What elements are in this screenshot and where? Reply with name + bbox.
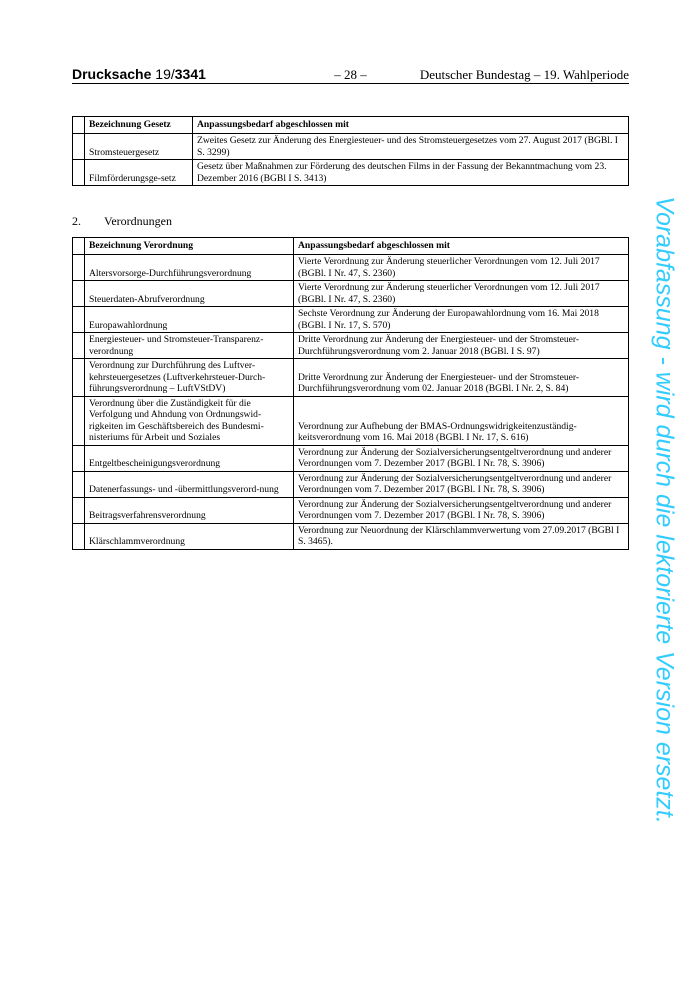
regulation-ref: Sechste Verordnung zur Änderung der Europawahlordnung vom 16. Mai 2018 (BGBl. I Nr. 17, S. 570): [294, 307, 629, 333]
regulation-name: Verordnung zur Durchführung des Luftver-kehrsteuergesetzes (Luftverkehrsteuer-Durch-führungsverordnung – LuftVStDV): [85, 359, 294, 397]
law-ref: Gesetz über Maßnahmen zur Förderung des deutschen Films in der Fassung der Bekanntmachung vom 23. Dezember 2016 (BGBl I S. 3413): [193, 160, 629, 186]
doc-number-main: 3341: [174, 66, 206, 82]
draft-watermark-text: Vorabfassung - wird durch die lektorierte Version ersetzt.: [650, 196, 679, 824]
header-rule: [72, 83, 629, 84]
regulation-ref: Verordnung zur Änderung der Sozialversicherungsentgeltverordnung und anderer Verordnungen vom 7. Dezember 2017 (BGBl. I Nr. 78, S. 3906): [294, 471, 629, 497]
regulation-name: Steuerdaten-Abrufverordnung: [85, 281, 294, 307]
section-number: 2.: [72, 214, 81, 228]
table-row: [73, 359, 629, 397]
section-heading: [72, 214, 172, 229]
regulation-name: Europawahlordnung: [85, 307, 294, 333]
blank-header-cell: [73, 117, 85, 134]
table-row: [73, 497, 629, 523]
page-header: [72, 66, 629, 84]
table-row: [73, 523, 629, 549]
draft-watermark: [634, 110, 694, 910]
header-ref: Anpassungsbedarf abgeschlossen mit: [294, 238, 629, 255]
doc-label: Drucksache: [72, 66, 152, 82]
page-number: – 28 –: [334, 67, 367, 82]
table-row: [73, 160, 629, 186]
doc-number-prefix: 19/: [155, 66, 175, 82]
regulation-ref: Verordnung zur Neuordnung der Klärschlammverwertung vom 27.09.2017 (BGBl I S. 3465).: [294, 523, 629, 549]
regulation-ref: Verordnung zur Aufhebung der BMAS-Ordnungswidrigkeitenzuständig-keitsverordnung vom 16. Mai 2018 (BGBl. I Nr. 17, S. 616): [294, 396, 629, 445]
table-row: [73, 255, 629, 281]
table-row: [73, 471, 629, 497]
regulation-name: Altersvorsorge-Durchführungsverordnung: [85, 255, 294, 281]
table-header-row: [73, 117, 629, 134]
publisher: Deutscher Bundestag – 19. Wahlperiode: [419, 67, 629, 82]
law-name: Stromsteuergesetz: [85, 134, 193, 160]
regulation-ref: Vierte Verordnung zur Änderung steuerlicher Verordnungen vom 12. Juli 2017 (BGBl. I Nr. 47, S. 2360): [294, 281, 629, 307]
law-ref: Zweites Gesetz zur Änderung des Energiesteuer- und des Stromsteuergesetzes vom 27. August 2017 (BGBl. I S. 3299): [193, 134, 629, 160]
regulation-ref: Dritte Verordnung zur Änderung der Energiesteuer- und der Stromsteuer-Durchführungsverordnung vom 2. Januar 2018 (BGBl. I S. 97): [294, 333, 629, 359]
table-row: [73, 307, 629, 333]
regulation-ref: Vierte Verordnung zur Änderung steuerlicher Verordnungen vom 12. Juli 2017 (BGBl. I Nr. 47, S. 2360): [294, 255, 629, 281]
regulations-table: [72, 237, 629, 550]
header-name: Bezeichnung Gesetz: [85, 117, 193, 134]
header-name: Bezeichnung Verordnung: [85, 238, 294, 255]
regulation-name: Entgeltbescheinigungsverordnung: [85, 445, 294, 471]
laws-table: [72, 116, 629, 186]
regulation-name: Datenerfassungs- und -übermittlungsverord-nung: [85, 471, 294, 497]
regulation-name: Energiesteuer- und Stromsteuer-Transparenz-verordnung: [85, 333, 294, 359]
blank-header-cell: [73, 238, 85, 255]
regulation-ref: Verordnung zur Änderung der Sozialversicherungsentgeltverordnung und anderer Verordnungen vom 7. Dezember 2017 (BGBl. I Nr. 78, S. 3906): [294, 497, 629, 523]
table-row: [73, 134, 629, 160]
table-row: [73, 333, 629, 359]
law-name: Filmförderungsge-setz: [85, 160, 193, 186]
regulation-ref: Dritte Verordnung zur Änderung der Energiesteuer- und der Stromsteuer-Durchführungsverordnung vom 02. Januar 2018 (BGBl. I Nr. 2, S. 84): [294, 359, 629, 397]
section-title: Verordnungen: [104, 214, 172, 228]
table-row: [73, 396, 629, 445]
table-row: [73, 445, 629, 471]
regulation-name: Beitragsverfahrensverordnung: [85, 497, 294, 523]
table-row: [73, 281, 629, 307]
regulation-name: Verordnung über die Zuständigkeit für die Verfolgung und Ahndung von Ordnungswid-rigkeiten im Geschäftsbereich des Bundesmi-nisteriums für Arbeit und Soziales: [85, 396, 294, 445]
header-ref: Anpassungsbedarf abgeschlossen mit: [193, 117, 629, 134]
table-header-row: [73, 238, 629, 255]
regulation-ref: Verordnung zur Änderung der Sozialversicherungsentgeltverordnung und anderer Verordnungen vom 7. Dezember 2017 (BGBl. I Nr. 78, S. 3906): [294, 445, 629, 471]
regulation-name: Klärschlammverordnung: [85, 523, 294, 549]
